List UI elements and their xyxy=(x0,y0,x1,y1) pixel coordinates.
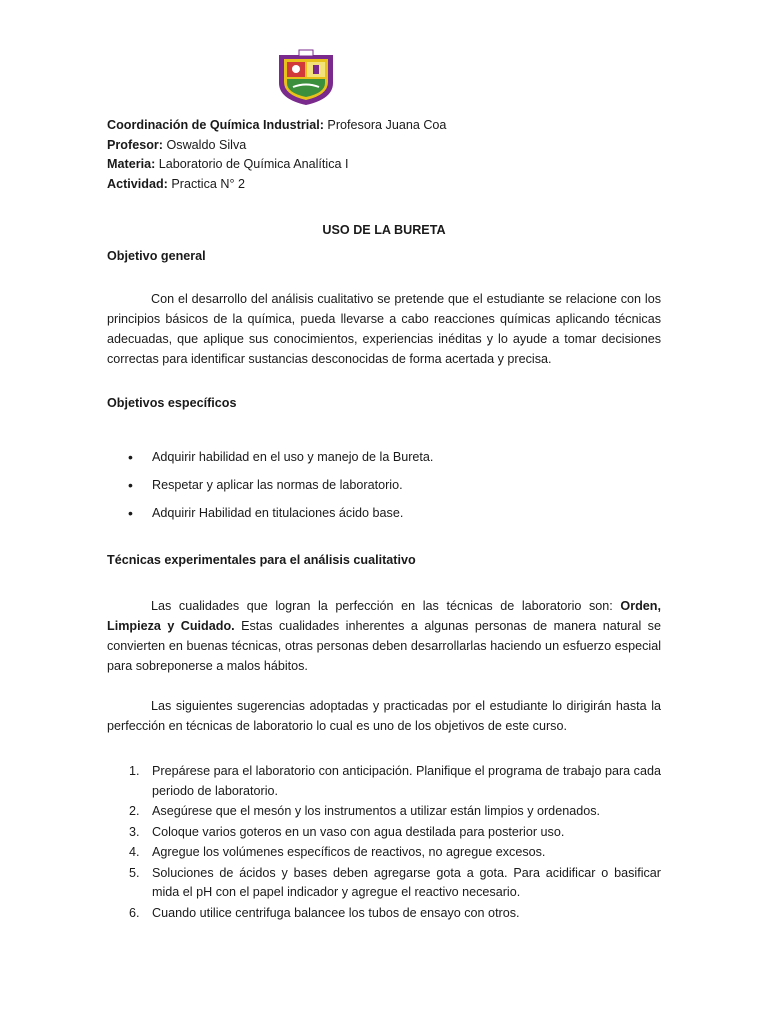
general-objective-paragraph: Con el desarrollo del análisis cualitativo se pretende que el estudiante se relacione con los principios básicos de la química, pueda llevarse a cabo reacciones químicas aplicando técnicas adecuadas, que aplique sus conocimientos, experiencias inéditas y lo ayude a tomar decisiones correctas para identificar sustancias desconocidas de forma acertada y precisa. xyxy=(107,292,661,366)
specific-objectives-heading: Objetivos específicos xyxy=(107,396,237,410)
professor-line xyxy=(107,136,661,156)
subject-label: Materia: xyxy=(107,157,156,171)
techniques-paragraph-2: Las siguientes sugerencias adoptadas y practicadas por el estudiante lo dirigirán hasta la perfección en técnicas de laboratorio lo cual es uno de los objetivos de este curso. xyxy=(107,699,661,733)
list-item xyxy=(107,503,661,531)
document-title: USO DE LA BURETA xyxy=(322,223,446,237)
list-item xyxy=(107,823,661,843)
list-item xyxy=(107,864,661,903)
list-number: 5. xyxy=(129,865,140,880)
paragraph-text: Estas cualidades inherentes a algunas personas de manera natural se convierten en buenas técnicas, otras personas deben desarrollarlas haciendo un esfuerzo especial para sobreponerse a malos hábitos. xyxy=(107,619,661,673)
suggestions-numbered-list xyxy=(107,762,661,924)
list-item xyxy=(107,843,661,863)
activity-line xyxy=(107,175,661,195)
list-item-text: Respetar y aplicar las normas de laboratorio. xyxy=(152,478,403,492)
professor-label: Profesor: xyxy=(107,137,163,152)
subject-line xyxy=(107,155,661,175)
institution-crest-logo xyxy=(275,49,337,107)
list-number: 6. xyxy=(129,905,140,920)
list-number: 3. xyxy=(129,824,140,839)
coordination-label: Coordinación de Química Industrial: xyxy=(107,118,324,132)
techniques-paragraph-1 xyxy=(107,596,661,676)
specific-objectives-list xyxy=(107,447,661,531)
general-objective-heading: Objetivo general xyxy=(107,249,206,263)
coordination-value: Profesora Juana Coa xyxy=(323,118,447,132)
list-item-text: Cuando utilice centrifuga balancee los tubos de ensayo con otros. xyxy=(152,905,520,920)
bullet-icon: • xyxy=(128,477,133,493)
qualities-bold-text: Orden, Limpieza y Cuidado. xyxy=(107,599,661,633)
list-number: 2. xyxy=(129,804,140,818)
activity-label: Actividad: xyxy=(107,176,168,191)
list-item xyxy=(107,802,661,822)
list-number: 4. xyxy=(129,845,140,859)
list-item-text: Soluciones de ácidos y bases deben agregarse gota a gota. Para acidificar o basificar mida el pH con el papel indicador y agregue el reactivo necesario. xyxy=(152,865,661,899)
activity-value: Practica N° 2 xyxy=(167,176,246,191)
list-item xyxy=(107,762,661,801)
list-item-text: Coloque varios goteros en un vaso con agua destilada para posterior uso. xyxy=(152,824,565,839)
list-item xyxy=(107,904,661,924)
list-item xyxy=(107,447,661,475)
list-item-text: Adquirir Habilidad en titulaciones ácido base. xyxy=(152,506,404,520)
bullet-icon: • xyxy=(128,449,133,465)
list-number: 1. xyxy=(129,764,140,778)
professor-value: Oswaldo Silva xyxy=(162,137,247,152)
subject-value: Laboratorio de Química Analítica I xyxy=(155,157,349,171)
techniques-heading: Técnicas experimentales para el análisis cualitativo xyxy=(107,553,416,567)
paragraph-text: Las cualidades que logran la perfección en las técnicas de laboratorio son: xyxy=(151,599,621,613)
document-header xyxy=(107,116,661,194)
list-item-text: Agregue los volúmenes específicos de reactivos, no agregue excesos. xyxy=(152,845,546,859)
bullet-icon: • xyxy=(128,505,133,521)
coordination-line xyxy=(107,116,661,136)
list-item xyxy=(107,475,661,503)
list-item-text: Adquirir habilidad en el uso y manejo de la Bureta. xyxy=(152,450,434,464)
list-item-text: Asegúrese que el mesón y los instrumentos a utilizar están limpios y ordenados. xyxy=(152,804,601,818)
list-item-text: Prepárese para el laboratorio con anticipación. Planifique el programa de trabajo para cada periodo de laboratorio. xyxy=(152,764,661,798)
